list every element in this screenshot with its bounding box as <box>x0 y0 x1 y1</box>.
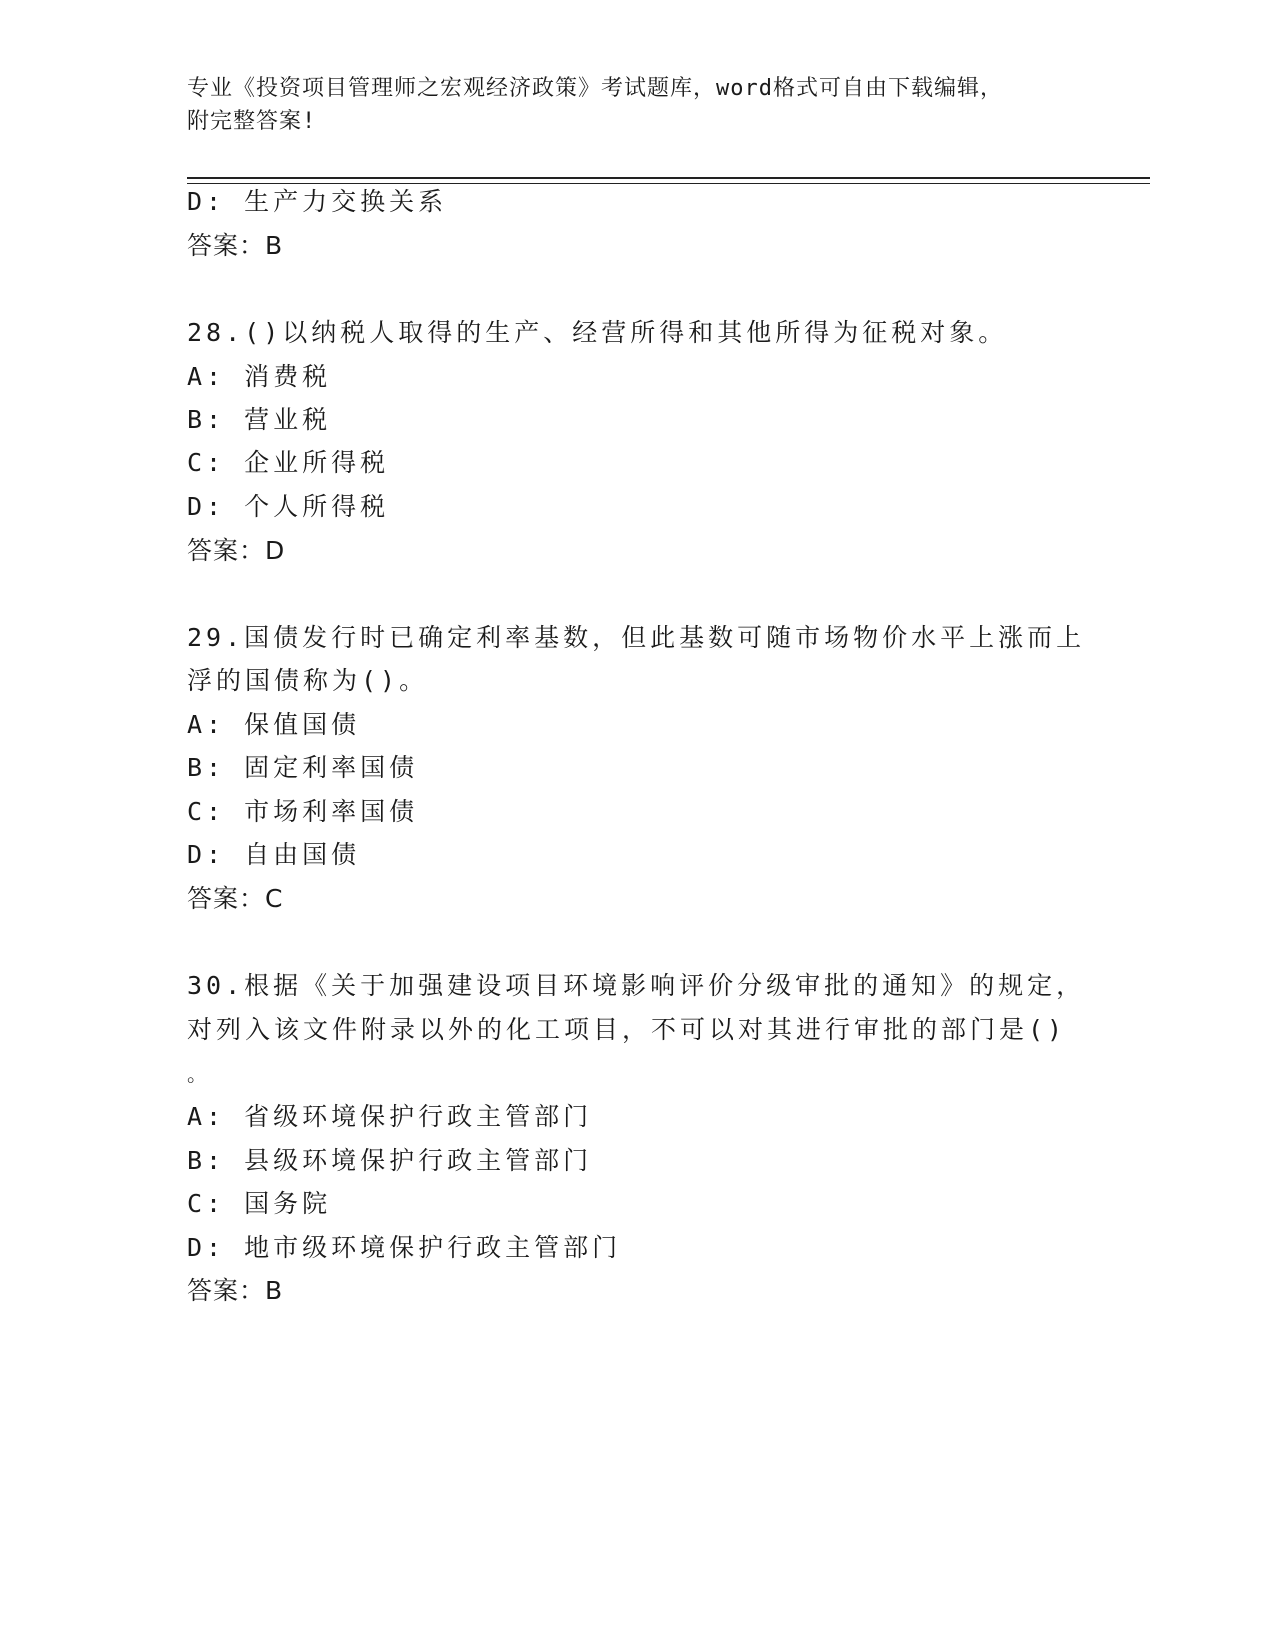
prev-answer: 答案：B <box>187 231 284 260</box>
q30-stem-line-1: 30.根据《关于加强建设项目环境影响评价分级审批的通知》的规定， <box>187 971 1086 1000</box>
q30-stem-line-3: 。 <box>187 1062 211 1086</box>
q30-stem-line-2: 对列入该文件附录以外的化工项目，不可以对其进行审批的部门是() <box>187 1015 1067 1044</box>
q28-option-c: C: 企业所得税 <box>187 448 390 477</box>
q28-option-b: B: 营业税 <box>187 405 332 434</box>
q28-stem-line-1: 28.()以纳税人取得的生产、经营所得和其他所得为征税对象。 <box>187 318 1008 347</box>
q30-option-b: B: 县级环境保护行政主管部门 <box>187 1146 593 1175</box>
document-header <box>187 72 1147 138</box>
q29-option-b: B: 固定利率国债 <box>187 753 419 782</box>
q29-stem-line-2: 浮的国债称为()。 <box>187 666 429 695</box>
q29-option-a: A: 保值国债 <box>187 710 361 739</box>
prev-option-d: D: 生产力交换关系 <box>187 187 448 216</box>
q29-option-c: C: 市场利率国债 <box>187 797 419 826</box>
header-line-2: 附完整答案! <box>187 109 317 134</box>
header-divider-thick <box>187 177 1150 179</box>
q28-option-a: A: 消费税 <box>187 362 332 391</box>
q29-answer: 答案：C <box>187 884 284 913</box>
q28-option-d: D: 个人所得税 <box>187 492 390 521</box>
q30-option-c: C: 国务院 <box>187 1189 332 1218</box>
q28-answer: 答案：D <box>187 536 286 565</box>
header-line-1: 专业《投资项目管理师之宏观经济政策》考试题库，word格式可自由下载编辑， <box>187 76 1003 101</box>
q29-stem-line-1: 29.国债发行时已确定利率基数，但此基数可随市场物价水平上涨而上 <box>187 623 1086 652</box>
header-divider-thin <box>187 183 1150 184</box>
q29-option-d: D: 自由国债 <box>187 840 361 869</box>
q30-option-d: D: 地市级环境保护行政主管部门 <box>187 1233 622 1262</box>
q30-option-a: A: 省级环境保护行政主管部门 <box>187 1102 593 1131</box>
q30-answer: 答案：B <box>187 1276 284 1305</box>
